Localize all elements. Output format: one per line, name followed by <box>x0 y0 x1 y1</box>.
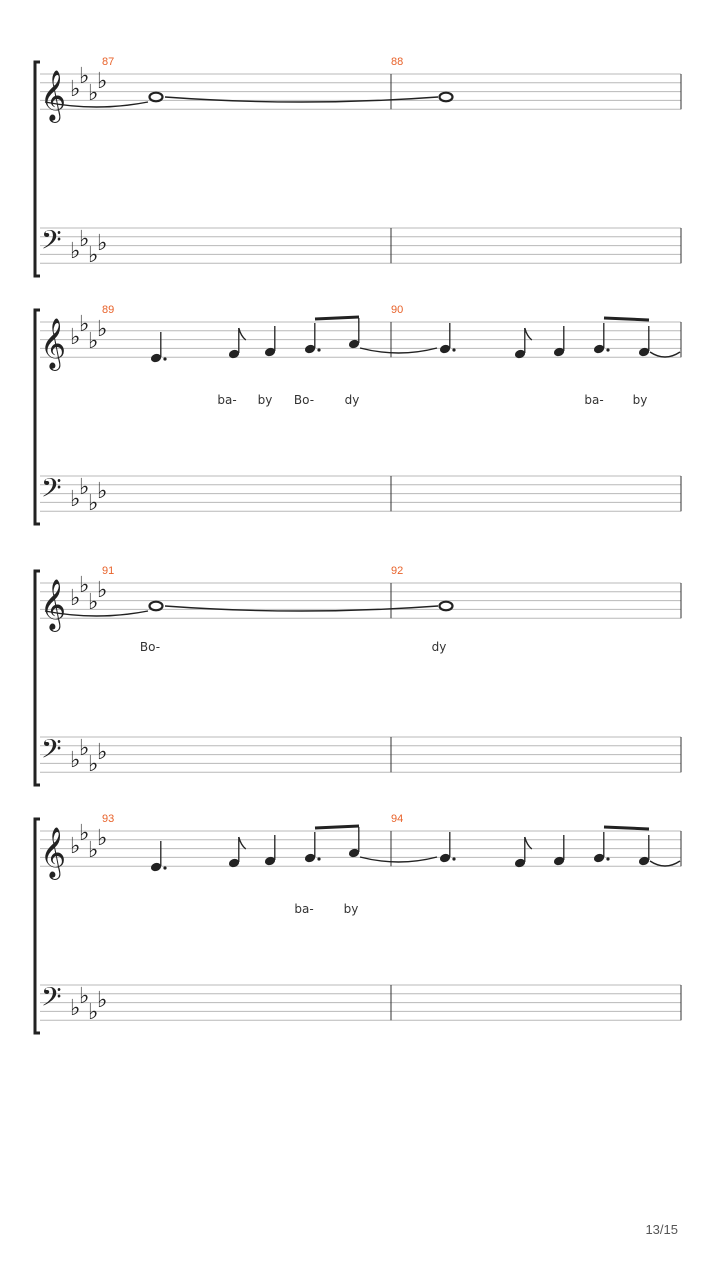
treble-clef-icon: 𝄞 <box>40 70 67 121</box>
lyric-syllable: by <box>257 393 273 407</box>
bass-clef-icon: 𝄢 <box>41 733 62 771</box>
beam <box>315 317 359 319</box>
flat-icon: ♭ <box>79 573 90 598</box>
lyric-syllable: ba- <box>584 393 604 407</box>
flat-icon: ♭ <box>70 996 81 1021</box>
system <box>35 813 681 1033</box>
flat-icon: ♭ <box>97 231 108 256</box>
lyric-syllable: by <box>343 902 359 916</box>
bass-staff <box>40 737 681 772</box>
system <box>35 565 681 785</box>
tie <box>165 97 438 102</box>
tie <box>165 606 438 611</box>
lyric-syllable: Bo- <box>139 640 161 654</box>
eighth-note <box>228 328 246 360</box>
eighth-note <box>228 837 246 869</box>
bass-clef-icon: 𝄢 <box>41 472 62 510</box>
bass-staff <box>40 476 681 511</box>
flat-icon: ♭ <box>88 752 99 777</box>
measure-number: 87 <box>102 56 115 68</box>
measure-number: 93 <box>102 813 115 825</box>
treble-staff <box>40 831 681 866</box>
measure-number: 88 <box>391 56 404 68</box>
flat-icon: ♭ <box>70 487 81 512</box>
treble-clef-icon: 𝄞 <box>40 579 67 630</box>
flat-icon: ♭ <box>97 740 108 765</box>
flat-icon: ♭ <box>70 586 81 611</box>
flat-icon: ♭ <box>97 578 108 603</box>
flat-icon: ♭ <box>70 239 81 264</box>
measure-number: 89 <box>102 304 115 316</box>
flat-icon: ♭ <box>79 736 90 761</box>
flat-icon: ♭ <box>70 748 81 773</box>
flat-icon: ♭ <box>88 329 99 354</box>
treble-staff <box>40 322 681 357</box>
dotted-eighth-note <box>304 832 321 864</box>
lyric-syllable: by <box>632 393 648 407</box>
tie <box>650 861 680 866</box>
measure-number: 92 <box>391 565 404 577</box>
treble-clef-icon: 𝄞 <box>40 318 67 369</box>
beam <box>604 318 649 320</box>
flat-icon: ♭ <box>88 1000 99 1025</box>
lyric-syllable: ba- <box>294 902 314 916</box>
dotted-quarter-note <box>150 841 167 873</box>
system <box>35 56 681 276</box>
eighth-note <box>514 328 532 360</box>
bass-staff <box>40 228 681 263</box>
flat-icon: ♭ <box>97 69 108 94</box>
dotted-quarter-note <box>439 323 456 355</box>
flat-icon: ♭ <box>97 988 108 1013</box>
flat-icon: ♭ <box>79 984 90 1009</box>
flat-icon: ♭ <box>79 227 90 252</box>
flat-icon: ♭ <box>70 834 81 859</box>
flat-icon: ♭ <box>97 826 108 851</box>
flat-icon: ♭ <box>70 77 81 102</box>
flat-icon: ♭ <box>79 821 90 846</box>
flat-icon: ♭ <box>88 838 99 863</box>
dotted-quarter-note <box>150 332 167 364</box>
bass-clef-icon: 𝄢 <box>41 224 62 262</box>
flat-icon: ♭ <box>97 479 108 504</box>
flat-icon: ♭ <box>79 64 90 89</box>
sixteenth-note <box>348 827 361 859</box>
flat-icon: ♭ <box>70 325 81 350</box>
flat-icon: ♭ <box>79 475 90 500</box>
beam <box>315 826 359 828</box>
sixteenth-note <box>348 318 361 350</box>
measure-number: 94 <box>391 813 404 825</box>
lyric-syllable: dy <box>344 393 360 407</box>
dotted-eighth-note <box>304 323 321 355</box>
flat-icon: ♭ <box>79 312 90 337</box>
lyric-syllable: ba- <box>217 393 237 407</box>
dotted-eighth-note <box>593 832 610 864</box>
beam <box>604 827 649 829</box>
flat-icon: ♭ <box>88 491 99 516</box>
flat-icon: ♭ <box>88 243 99 268</box>
dotted-quarter-note <box>439 832 456 864</box>
measure-number: 91 <box>102 565 115 577</box>
system <box>35 304 681 524</box>
eighth-note <box>514 837 532 869</box>
flat-icon: ♭ <box>88 590 99 615</box>
measure-number: 90 <box>391 304 404 316</box>
treble-clef-icon: 𝄞 <box>40 827 67 878</box>
bass-clef-icon: 𝄢 <box>41 981 62 1019</box>
dotted-eighth-note <box>593 323 610 355</box>
flat-icon: ♭ <box>97 317 108 342</box>
page-number: 13/15 <box>645 1222 678 1237</box>
bass-staff <box>40 985 681 1020</box>
lyric-syllable: dy <box>431 640 447 654</box>
tie <box>650 352 680 357</box>
lyric-syllable: Bo- <box>293 393 315 407</box>
flat-icon: ♭ <box>88 81 99 106</box>
